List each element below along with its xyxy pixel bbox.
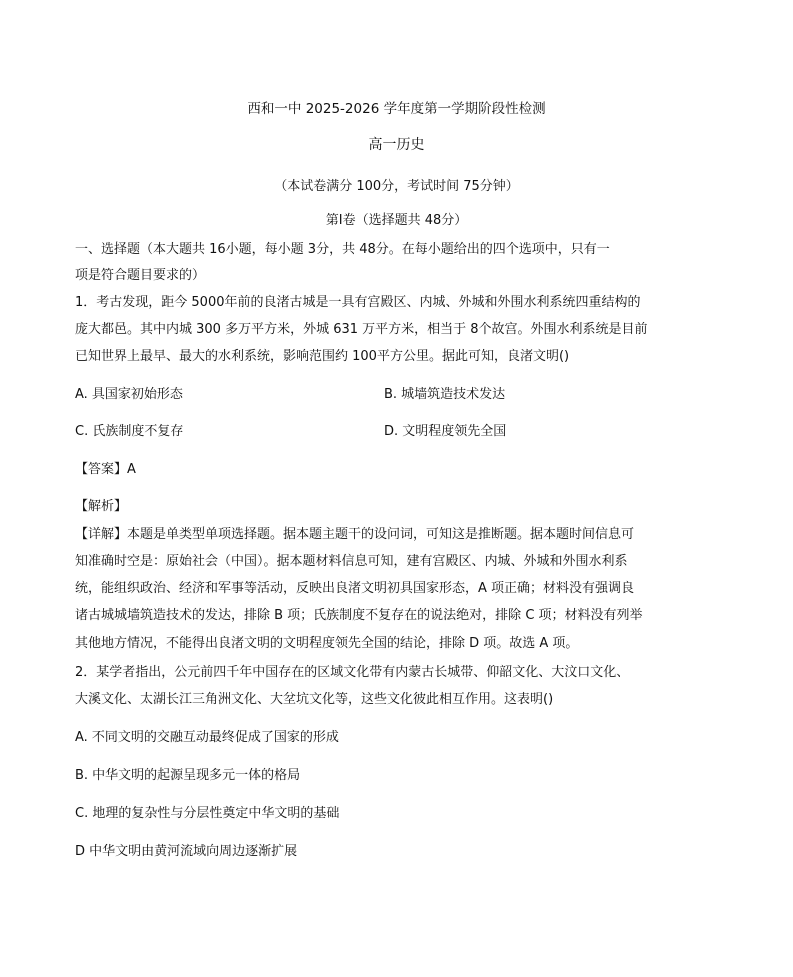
subject-title: 高一历史 — [368, 137, 425, 153]
exam-note: （本试卷满分 100分，考试时间 75分钟） — [274, 179, 519, 194]
q1-stem-line-2: 庞大都邑。其中内城 300 多万平方米，外城 631 万平方米，相当于 8个故宫。外围水利系统是目前 — [75, 322, 648, 337]
q2-stem-line-2: 大溪文化、太湖长江三角洲文化、大坌坑文化等，这些文化彼此相互作用。这表明() — [75, 692, 554, 707]
q1-option-b: B. 城墙筑造技术发达 — [384, 387, 506, 402]
q1-answer: 【答案】A — [75, 462, 136, 477]
q2-option-b: B. 中华文明的起源呈现多元一体的格局 — [75, 768, 301, 783]
q1-analysis-line-1: 【详解】本题是单类型单项选择题。据本题主题干的设问词，可知这是推断题。据本题时间信息可 — [75, 527, 635, 542]
q1-option-a: A. 具国家初始形态 — [75, 387, 183, 402]
q1-analysis-line-5: 其他地方情况，不能得出良渚文明的文明程度领先全国的结论，排除 D 项。故选 A 项。 — [75, 636, 579, 651]
exam-title: 西和一中 2025-2026 学年度第一学期阶段性检测 — [247, 101, 546, 117]
q2-option-d: D 中华文明由黄河流域向周边逐渐扩展 — [75, 844, 298, 859]
volume-heading: 第Ⅰ卷（选择题共 48分） — [325, 213, 468, 228]
q1-option-d: D. 文明程度领先全国 — [384, 424, 507, 439]
q1-analysis-line-2: 知准确时空是：原始社会（中国）。据本题材料信息可知，建有宫殿区、内城、外城和外围水利系 — [75, 554, 628, 569]
q2-option-c: C. 地理的复杂性与分层性奠定中华文明的基础 — [75, 806, 340, 821]
q1-analysis-line-4: 诸古城城墙筑造技术的发达，排除 B 项；氏族制度不复存在的说法绝对，排除 C 项；材料没有列举 — [75, 608, 643, 623]
q1-analysis-label: 【解析】 — [75, 499, 128, 514]
q1-analysis-line-3: 统，能组织政治、经济和军事等活动，反映出良渚文明初具国家形态，A 项正确；材料没有强调良 — [75, 581, 635, 596]
q2-stem-line-1: 2．某学者指出，公元前四千年中国存在的区域文化带有内蒙古长城带、仰韶文化、大汶口文化、 — [75, 665, 630, 680]
q1-option-c: C. 氏族制度不复存 — [75, 424, 184, 439]
q2-option-a: A. 不同文明的交融互动最终促成了国家的形成 — [75, 730, 339, 745]
section-intro-line-2: 项是符合题目要求的） — [75, 268, 206, 283]
section-intro-line-1: 一、选择题（本大题共 16小题，每小题 3分，共 48分。在每小题给出的四个选项中，只有一 — [75, 242, 610, 257]
q1-stem-line-3: 已知世界上最早、最大的水利系统，影响范围约 100平方公里。据此可知，良渚文明() — [75, 349, 570, 364]
q1-stem-line-1: 1．考古发现，距今 5000年前的良渚古城是一具有宫殿区、内城、外城和外围水利系统四重结构的 — [75, 295, 641, 310]
